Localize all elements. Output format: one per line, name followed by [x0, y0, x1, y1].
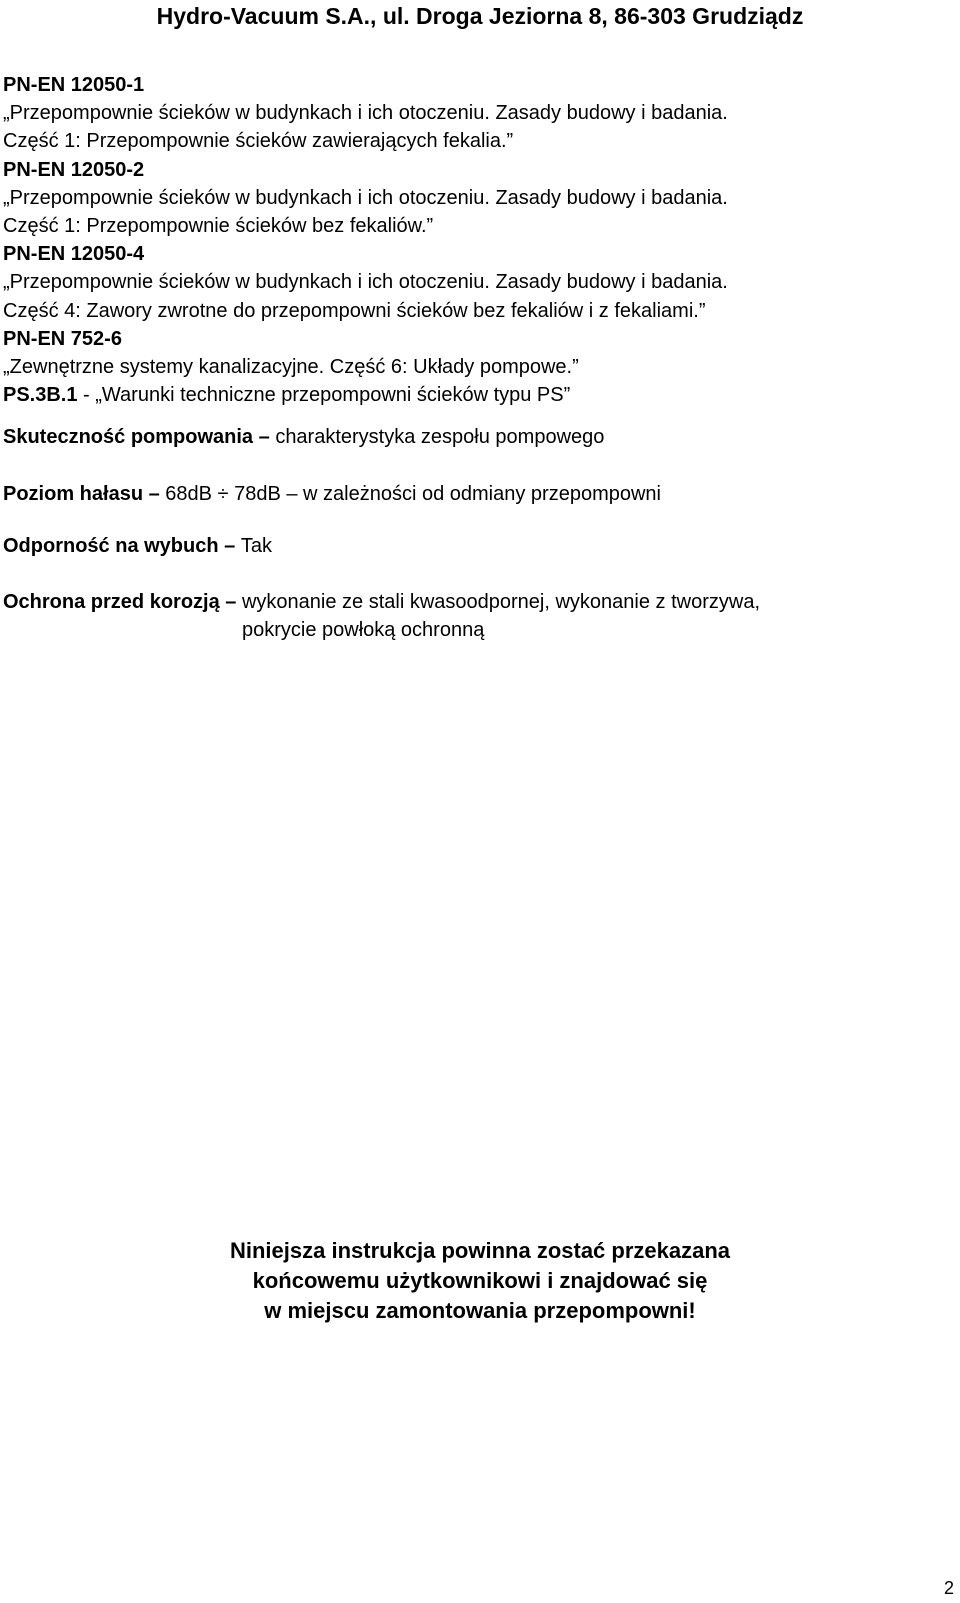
notice-line: Niniejsza instrukcja powinna zostać przekazana: [229, 1238, 731, 1263]
page-number: 2: [943, 1578, 954, 1598]
spec-label: Ochrona przed korozją –: [3, 591, 242, 613]
spec-value-line: pokrycie powłoką ochronną: [241, 619, 485, 641]
spec-efficiency: [3, 423, 604, 451]
spec-value: Tak: [240, 535, 272, 557]
standard-title-line: Część 1: Przepompownie ścieków bez fekaliów.”: [3, 215, 434, 238]
spec-dash: –: [143, 483, 166, 505]
spec-value: [242, 588, 760, 644]
spec-dash: –: [219, 591, 242, 613]
standard-code: PN-EN 12050-4: [3, 243, 145, 266]
standards-list: [3, 71, 728, 409]
spec-label: Odporność na wybuch: [3, 535, 219, 557]
spec-label: Poziom hałasu: [3, 483, 144, 505]
standard-title-line: Część 4: Zawory zwrotne do przepompowni ścieków bez fekaliów i z fekaliami.”: [3, 299, 706, 322]
spec-value: charakterystyka zespołu pompowego: [275, 426, 605, 448]
spec-label: Skuteczność pompowania: [3, 426, 254, 448]
ps-code: PS.3B.1: [3, 384, 78, 407]
spec-dash: –: [218, 535, 241, 557]
page-header: [0, 2, 960, 30]
standard-code: PN-EN 752-6: [3, 327, 122, 350]
standard-code: PN-EN 12050-2: [3, 158, 145, 181]
notice-line: w miejscu zamontowania przepompowni!: [264, 1298, 696, 1323]
spec-explosion: [3, 532, 272, 560]
standard-code: PN-EN 12050-1: [3, 74, 145, 96]
spec-value: 68dB ÷ 78dB – w zależności od odmiany przepompowni: [165, 483, 661, 505]
standard-title-line: „Przepompownie ścieków w budynkach i ich otoczeniu. Zasady budowy i badania.: [3, 271, 728, 294]
standard-title-line: „Zewnętrzne systemy kanalizacyjne. Część 6: Układy pompowe.”: [3, 356, 579, 379]
company-address: Hydro-Vacuum S.A., ul. Droga Jeziorna 8, 86-303 Grudziądz: [156, 3, 804, 29]
standard-title-line: „Przepompownie ścieków w budynkach i ich otoczeniu. Zasady budowy i badania.: [3, 186, 728, 209]
spec-noise: [3, 480, 661, 508]
spec-dash: –: [253, 426, 276, 448]
ps-standard-line: [3, 381, 728, 409]
ps-text: - „Warunki techniczne przepompowni ścieków typu PS”: [77, 384, 571, 407]
standard-title-line: Część 1: Przepompownie ścieków zawierających fekalia.”: [3, 130, 514, 153]
spec-value-line: wykonanie ze stali kwasoodpornej, wykonanie z tworzywa,: [241, 591, 760, 613]
notice-line: końcowemu użytkownikowi i znajdować się: [252, 1268, 708, 1293]
standard-title-line: „Przepompownie ścieków w budynkach i ich otoczeniu. Zasady budowy i badania.: [3, 102, 728, 125]
handover-notice: [0, 1236, 960, 1326]
spec-corrosion: [3, 588, 760, 644]
